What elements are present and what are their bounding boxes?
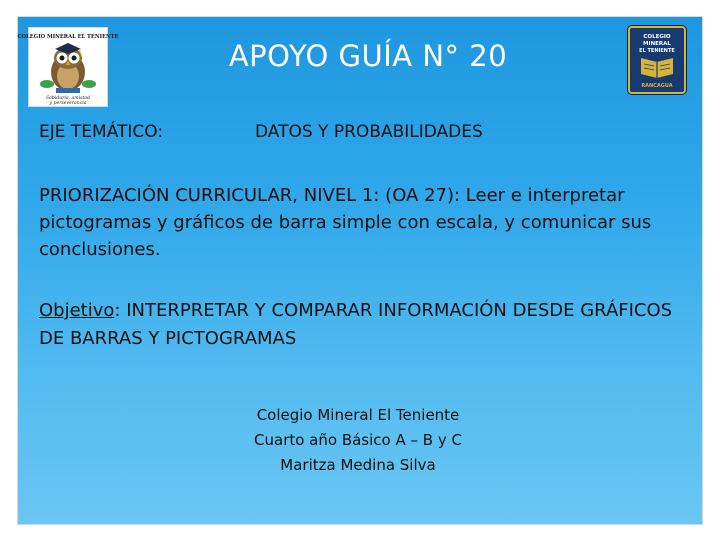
objective-text: INTERPRETAR Y COMPARAR INFORMACIÓN DESDE GRÁFICOS DE BARRAS Y PICTOGRAMAS (39, 300, 673, 349)
svg-text:y perseverancia: y perseverancia (49, 101, 87, 106)
credit-school: Colegio Mineral El Teniente (256, 406, 460, 424)
objective-separator: : (114, 300, 121, 321)
page-title: APOYO GUÍA N° 20 (228, 39, 508, 73)
credits-block (233, 403, 483, 478)
school-logo-left (17, 27, 119, 107)
eje-value: DATOS Y PROBABILIDADES (255, 122, 483, 142)
eje-label: EJE TEMÁTICO: (39, 122, 164, 142)
svg-text:RANCAGUA: RANCAGUA (641, 83, 673, 89)
slide (18, 17, 702, 524)
priorizacion-text: PRIORIZACIÓN CURRICULAR, NIVEL 1: (OA 27): Leer e interpretar pictogramas y gráficos de barra simple con escala, y comunicar sus conclusiones. (39, 185, 652, 260)
svg-text:COLEGIO MINERAL EL TENIENTE: COLEGIO MINERAL EL TENIENTE (17, 34, 119, 40)
school-crest-right (628, 26, 686, 94)
credit-teacher: Maritza Medina Silva (280, 456, 436, 474)
svg-text:COLEGIO: COLEGIO (643, 34, 671, 40)
svg-text:Sabiduría, amistad: Sabiduría, amistad (46, 96, 90, 101)
credit-course: Cuarto año Básico A – B y C (254, 431, 462, 449)
school-crest-icon (630, 28, 684, 92)
objective-paragraph (39, 297, 689, 353)
svg-text:MINERAL: MINERAL (643, 41, 671, 47)
svg-text:EL TENIENTE: EL TENIENTE (639, 48, 675, 54)
owl-mascot-icon (17, 28, 119, 106)
objective-label: Objetivo (39, 300, 115, 321)
